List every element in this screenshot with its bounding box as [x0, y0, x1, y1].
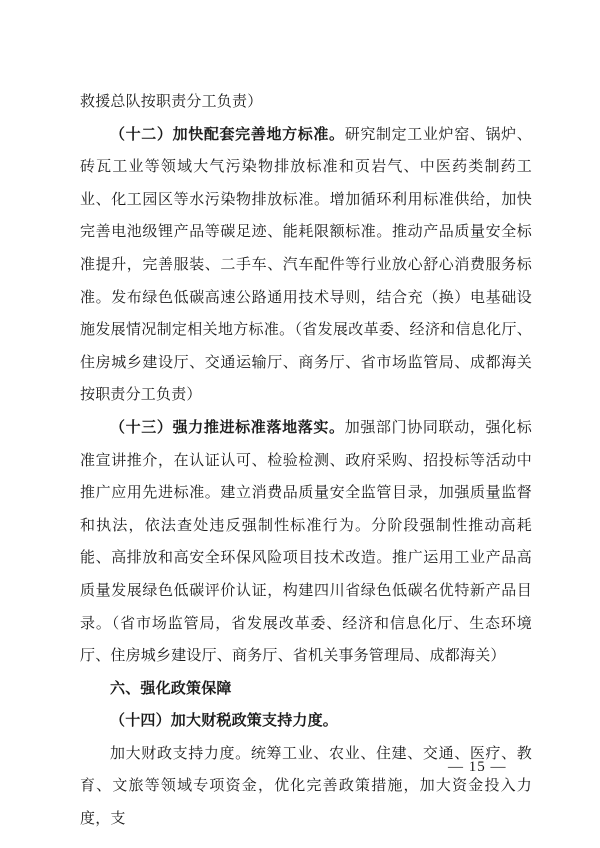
document-page: [80, 85, 532, 835]
continuation-paragraph: [80, 85, 532, 118]
section-14-title: （十四）加大财税政策支持力度。: [110, 711, 339, 730]
chapter-6-heading: 六、强化政策保障: [110, 678, 232, 697]
section-14-title-paragraph: [80, 704, 532, 737]
section-12-title: （十二）加快配套完善地方标准。: [110, 124, 345, 143]
section-13-title: （十三）强力推进标准落地落实。: [110, 417, 345, 436]
section-12-paragraph: [80, 118, 532, 411]
section-14-body-paragraph: [80, 737, 532, 835]
section-12-body: 研究制定工业炉窑、锅炉、砖瓦工业等领域大气污染物排放标准和页岩气、中医药类制药工业、化工园区等水污染物排放标准。增加循环利用标准供给，加快完善电池级锂产品等碳足迹、能耗限额标准。推动产品质量安全标准提升，完善服装、二手车、汽车配件等行业放心舒心消费服务标准。发布绿色低碳高速公路通用技术导则，结合充（换）电基础设施发展情况制定相关地方标准。（省发展改革委、经济和信息化厅、住房城乡建设厅、交通运输厅、商务厅、省市场监管局、成都海关按职责分工负责）: [80, 124, 532, 404]
section-13-body: 加强部门协同联动，强化标准宣讲推介，在认证认可、检验检测、政府采购、招投标等活动中推广应用先进标准。建立消费品质量安全监管目录，加强质量监督和执法，依法查处违反强制性标准行为。分阶段强制性推动高耗能、高排放和高安全环保风险项目技术改造。推广运用工业产品高质量发展绿色低碳评价认证，构建四川省绿色低碳名优特新产品目录。（省市场监管局，省发展改革委、经济和信息化厅、生态环境厅、住房城乡建设厅、商务厅、省机关事务管理局、成都海关）: [80, 417, 532, 665]
section-14-body: 加大财政支持力度。统筹工业、农业、住建、交通、医疗、教育、文旅等领域专项资金，优化完善政策措施，加大资金投入力度，支: [80, 743, 532, 828]
continuation-text: 救援总队按职责分工负责）: [80, 92, 263, 110]
section-13-paragraph: [80, 411, 532, 672]
page-number: — 15 —: [448, 759, 507, 775]
